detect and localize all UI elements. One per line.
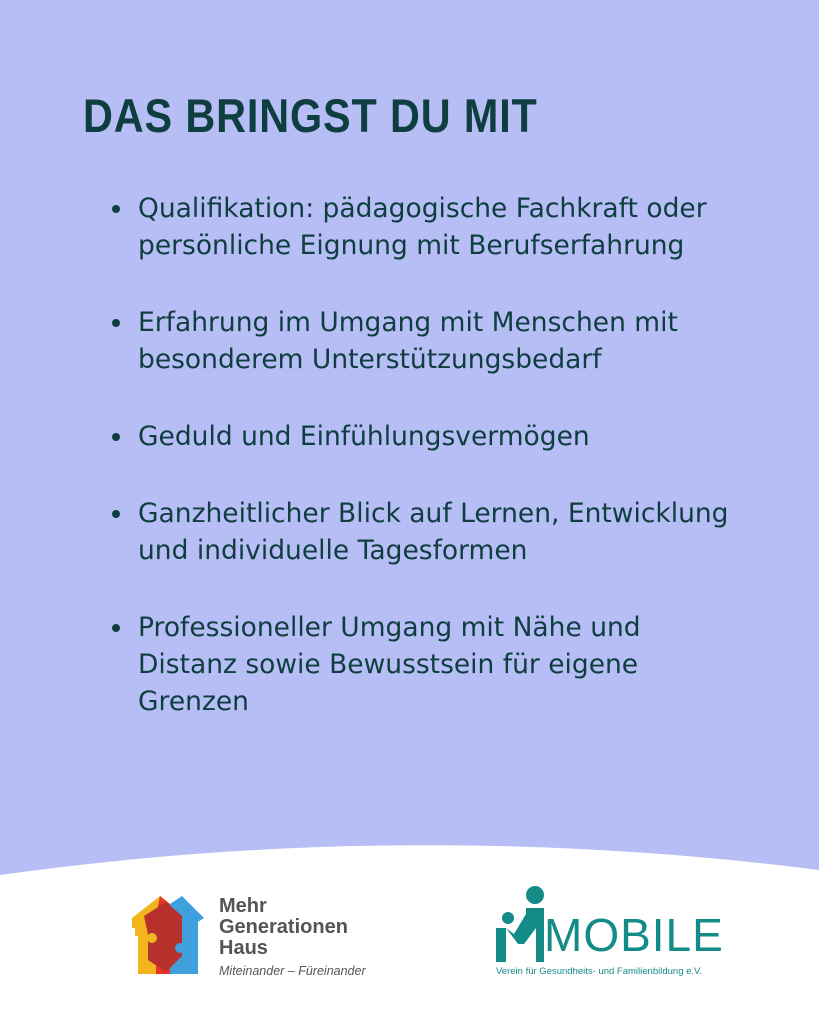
mgh-tagline: Miteinander – Füreinander <box>219 964 366 978</box>
mobile-subtitle: Verein für Gesundheits- und Familienbildung e.V. <box>496 966 703 977</box>
mgh-name-line3: Haus <box>219 937 268 959</box>
requirement-text: Professioneller Umgang mit Nähe und Distanz sowie Bewusstsein für eigene Grenzen <box>138 612 641 717</box>
requirement-text: Ganzheitlicher Blick auf Lernen, Entwicklung und individuelle Tagesformen <box>138 498 729 566</box>
requirement-text: Qualifikation: pädagogische Fachkraft oder persönliche Eignung mit Berufserfahrung <box>138 193 707 261</box>
mgh-name-line1: Mehr <box>219 895 267 917</box>
mobile-logo <box>492 882 724 982</box>
requirement-text: Geduld und Einfühlungsvermögen <box>138 421 590 452</box>
list-item <box>104 495 744 569</box>
requirement-text: Erfahrung im Umgang mit Menschen mit besonderem Unterstützungsbedarf <box>138 307 678 375</box>
bullet-icon <box>112 510 120 518</box>
bullet-icon <box>112 433 120 441</box>
mgh-name-line2: Generationen <box>219 916 348 938</box>
bullet-icon <box>112 319 120 327</box>
bullet-icon <box>112 624 120 632</box>
list-item <box>104 304 744 378</box>
mehrgenerationenhaus-logo <box>130 894 370 984</box>
people-icon <box>492 882 552 962</box>
list-item <box>104 609 744 720</box>
mobile-name: MOBILE <box>544 909 724 961</box>
house-puzzle-icon <box>130 894 208 978</box>
requirements-list <box>104 190 744 720</box>
bullet-icon <box>112 205 120 213</box>
list-item <box>104 190 744 264</box>
page-title: DAS BRINGST DU MIT <box>83 89 538 142</box>
list-item <box>104 418 744 455</box>
